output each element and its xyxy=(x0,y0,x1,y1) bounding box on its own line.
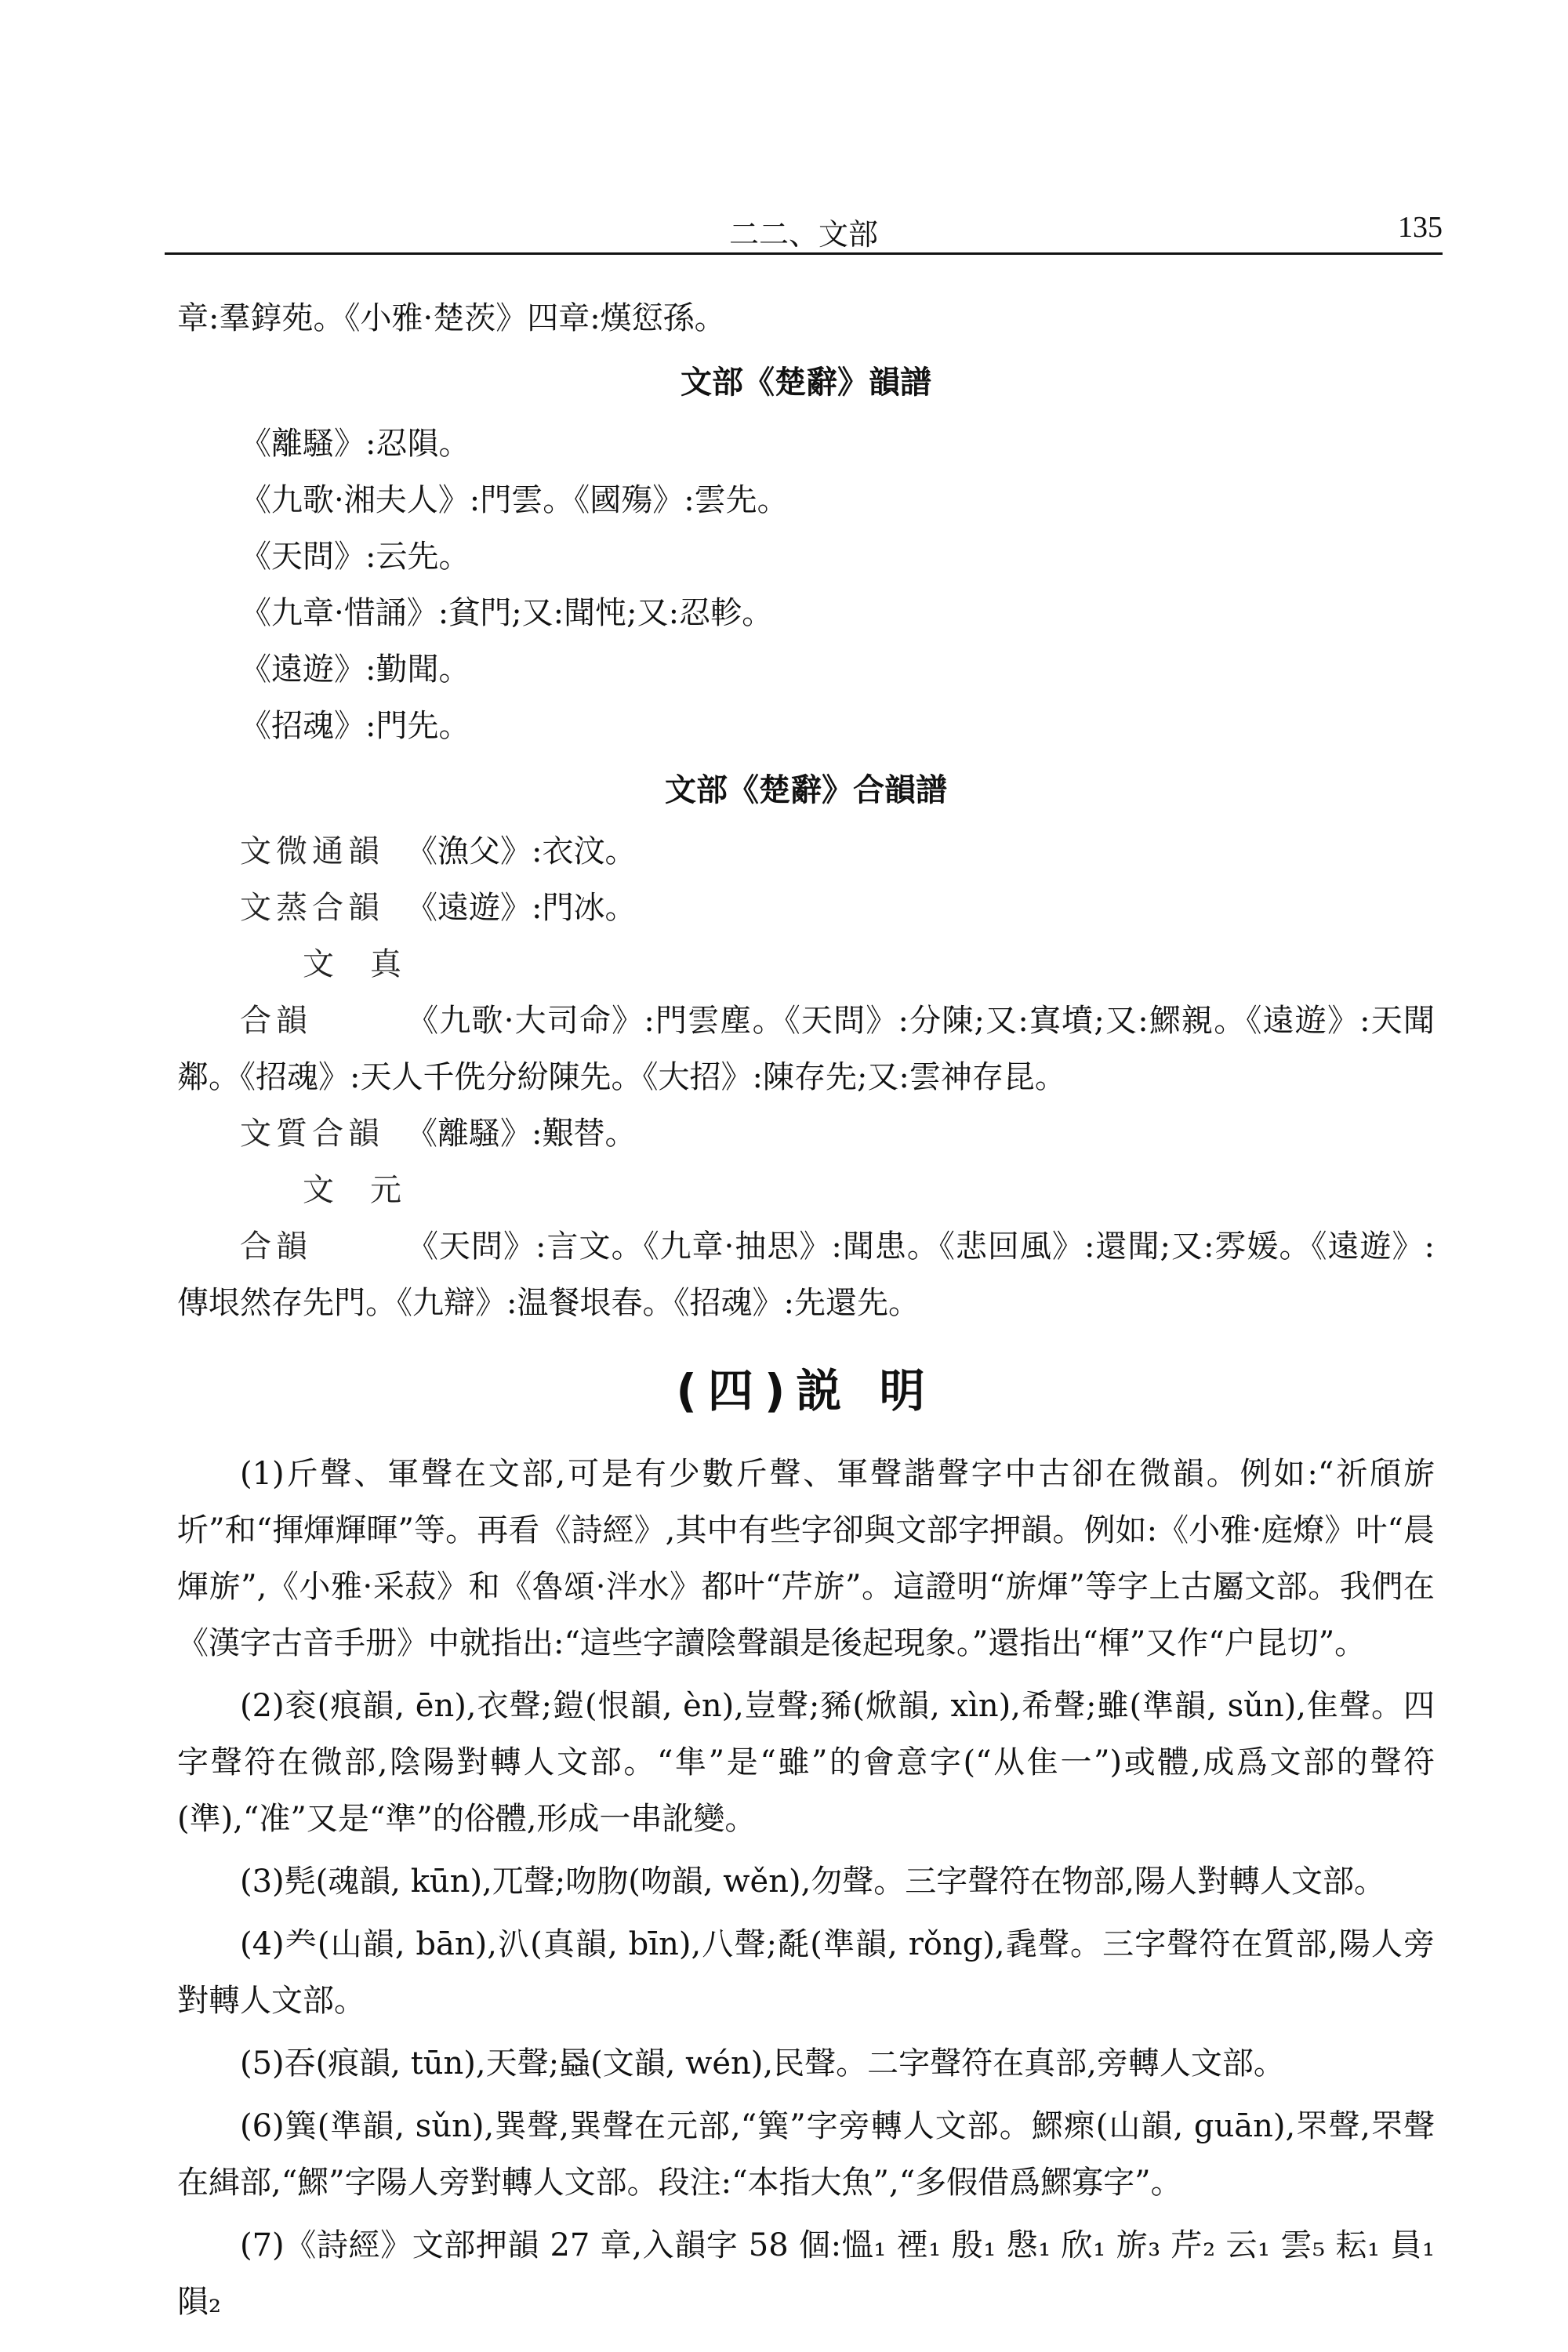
heyun-label: 文微通韻 xyxy=(240,833,384,869)
note-paragraph: (1)斤聲、軍聲在文部,可是有少數斤聲、軍聲諧聲字中古卻在微韻。例如:“祈頎旂圻”和“揮煇輝暉”等。再看《詩經》,其中有些字卻與文部字押韻。例如:《小雅·庭燎》叶“晨煇旂”,《小雅·采菽》和《魯頌·泮水》都叶“芹旂”。這證明“旂煇”等字上古屬文部。我們在《漢字古音手册》中就指出:“這些字讀陰聲韻是後起現象。”還指出“楎”又作“户昆切”。 xyxy=(177,1456,1435,1661)
heyun-text: 《漁父》:衣汶。 xyxy=(406,833,637,869)
note-paragraph: (2)衮(痕韻, ēn),衣聲;鎧(恨韻, èn),豈聲;豨(焮韻, xìn),希聲;雖(準韻, sǔn),隹聲。四字聲符在微部,陰陽對轉人文部。“隼”是“雖”的會意字(“从隹一”)或體,成爲文部的聲符(準),“准”又是“準”的俗體,形成一串訛變。 xyxy=(177,1688,1435,1837)
yunpu-item: 《遠遊》:勤聞。 xyxy=(240,652,470,688)
heyun-row xyxy=(177,880,1435,936)
note-paragraph: (4)龹(山韻, bān),汃(真韻, bīn),八聲;氄(準韻, rǒng),毳聲。三字聲符在質部,陽人旁對轉人文部。 xyxy=(177,1926,1435,2019)
heyun-label: 文元合韻 xyxy=(240,1172,406,1265)
heyun-text: 《遠遊》:門冰。 xyxy=(406,890,637,926)
heyun-label: 文真合韻 xyxy=(240,946,406,1039)
page-number: 135 xyxy=(1398,211,1443,244)
chapter-title: 二二、文部 xyxy=(728,217,878,252)
heyun-label: 文蒸合韻 xyxy=(240,890,384,926)
note-paragraph: (3)髡(魂韻, kūn),兀聲;吻肳(吻韻, wěn),勿聲。三字聲符在物部,陽人對轉人文部。 xyxy=(240,1864,1385,1900)
heyun-text: 《天問》:言文。《九章·抽思》:聞患。《悲回風》:還聞;又:雰媛。《遠遊》:傳垠然存先門。《九辯》:温餐垠春。《招魂》:先還先。 xyxy=(177,1229,1435,1321)
yunpu-item: 《天問》:云先。 xyxy=(240,539,470,575)
running-header xyxy=(165,205,1443,252)
heyun-text: 《九歌·大司命》:門雲塵。《天問》:分陳;又:寘墳;又:鰥親。《遠遊》:天聞鄰。《招魂》:天人千侁分紛陳先。《大招》:陳存先;又:雲神存昆。 xyxy=(177,1003,1435,1095)
heyun-row xyxy=(177,1162,1435,1331)
header-rule xyxy=(165,252,1443,255)
continuation-line: 章:羣錞苑。《小雅·楚茨》四章:熯愆孫。 xyxy=(177,300,726,336)
heyun-row xyxy=(177,936,1435,1105)
shuoming-heading: (四)説 明 xyxy=(676,1364,936,1417)
note-paragraph: (6)簨(準韻, sǔn),巽聲,巽聲在元部,“簨”字旁轉人文部。鰥瘝(山韻, guān),罘聲,罘聲在緝部,“鰥”字陽人旁對轉人文部。段注:“本指大魚”,“多假借爲鰥寡字”。 xyxy=(177,2108,1435,2201)
yunpu-item: 《九章·惜誦》:貧門;又:聞忳;又:忍軫。 xyxy=(240,595,774,631)
heyun-row xyxy=(177,1105,1435,1162)
page-body xyxy=(177,290,1435,2336)
note-paragraph: (7)《詩經》文部押韻 27 章,入韻字 58 個:慍₁ 禋₁ 殷₁ 慇₁ 欣₁ 旂₃ 芹₂ 云₁ 雲₅ 耘₁ 員₁ 隕₂ xyxy=(177,2227,1435,2320)
yunpu-item: 《招魂》:門先。 xyxy=(240,708,470,744)
section-heading-yunpu: 文部《楚辭》韻譜 xyxy=(681,365,931,401)
note-paragraph: (5)吞(痕韻, tūn),天聲;蟁(文韻, wén),民聲。二字聲符在真部,旁轉人文部。 xyxy=(240,2045,1285,2082)
yunpu-item: 《九歌·湘夫人》:門雲。《國殤》:雲先。 xyxy=(240,482,789,518)
yunpu-item: 《離騷》:忍隕。 xyxy=(240,426,470,462)
section-heading-heyunpu: 文部《楚辭》合韻譜 xyxy=(665,772,947,808)
heyun-text: 《離騷》:艱替。 xyxy=(406,1116,637,1152)
heyun-label: 文質合韻 xyxy=(240,1116,384,1152)
heyun-row xyxy=(177,823,1435,880)
